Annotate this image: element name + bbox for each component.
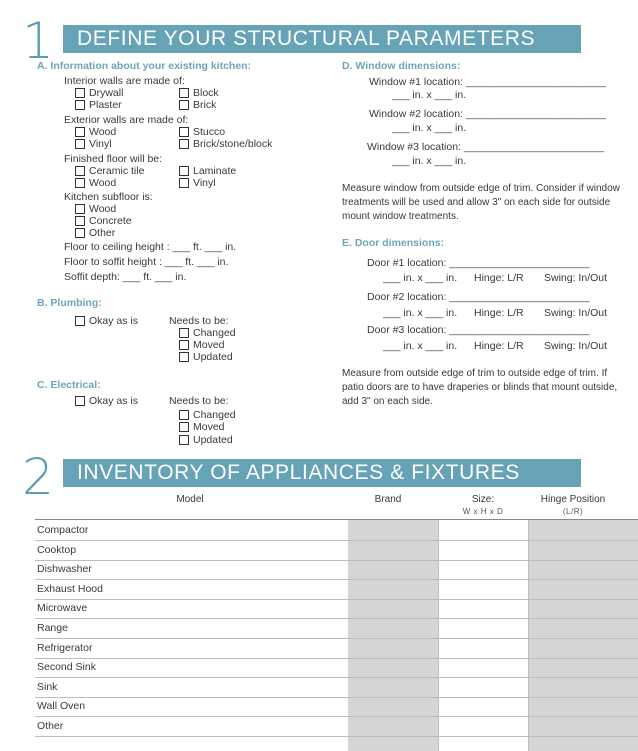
window-2-location-field[interactable]: Window #2 location: ________________________ — [369, 108, 607, 120]
table-row[interactable] — [35, 716, 638, 737]
section-e-heading: E. Door dimensions: — [342, 237, 445, 249]
row-label-second-sink: Second Sink — [37, 661, 96, 673]
laminate-label: Laminate — [193, 165, 237, 177]
table-row[interactable] — [35, 657, 638, 678]
row-label-exhaust-hood: Exhaust Hood — [37, 583, 103, 595]
electrical-ok-label: Okay as is — [89, 395, 139, 407]
electrical-moved-label: Moved — [193, 421, 225, 433]
plumbing-needs-label: Needs to be: — [169, 315, 229, 327]
door-1-hinge-field[interactable]: Hinge: L/R — [474, 272, 524, 284]
block-label: Block — [193, 87, 219, 99]
floor-wood-label: Wood — [89, 177, 117, 189]
door-2-swing-field[interactable]: Swing: In/Out — [544, 307, 608, 319]
door-1-location-field[interactable]: Door #1 location: ________________________ — [367, 257, 590, 269]
sub-wood-label: Wood — [89, 203, 117, 215]
col-hinge-subheader: (L/R) — [562, 507, 584, 516]
brick-stone-label: Brick/stone/block — [193, 138, 273, 150]
table-row[interactable] — [35, 579, 638, 600]
floor-vinyl-label: Vinyl — [193, 177, 216, 189]
door-1-swing-field[interactable]: Swing: In/Out — [544, 272, 608, 284]
table-row[interactable] — [35, 598, 638, 619]
col-size-subheader: W x H x D — [462, 507, 504, 516]
window-3-location-field[interactable]: Window #3 location: ________________________ — [367, 141, 605, 153]
table-row[interactable] — [35, 618, 638, 639]
plumbing-ok-label: Okay as is — [89, 315, 139, 327]
col-size-header: Size: — [471, 494, 495, 505]
door-3-swing-field[interactable]: Swing: In/Out — [544, 340, 608, 352]
window-2-size-field[interactable]: ___ in. x ___ in. — [392, 122, 467, 134]
row-label-cooktop: Cooktop — [37, 544, 77, 556]
door-1-size-field[interactable]: ___ in. x ___ in. — [383, 272, 458, 284]
brick-label: Brick — [193, 99, 217, 111]
section-2-title: INVENTORY OF APPLIANCES & FIXTURES — [63, 459, 581, 487]
window-note: Measure window from outside edge of trim. Consider if window treatments will be used and allow 3" on each side for outside mount window treatments. — [342, 183, 620, 222]
soffit-height-field[interactable]: Floor to soffit height : ___ ft. ___ in. — [64, 256, 229, 268]
row-label-refrigerator: Refrigerator — [37, 642, 93, 654]
plaster-label: Plaster — [89, 99, 122, 111]
col-hinge-header: Hinge Position — [540, 494, 606, 505]
interior-walls-label: Interior walls are made of: — [64, 75, 185, 87]
table-row[interactable] — [35, 559, 638, 580]
section-2-number: 2 — [22, 448, 54, 506]
concrete-label: Concrete — [89, 215, 132, 227]
row-label-other: Other — [37, 720, 64, 732]
door-note: Measure from outside edge of trim to outside edge of trim. If patio doors are to have draperies or blinds that mount outside, add 3" on each side. — [342, 368, 618, 407]
plumbing-updated-label: Updated — [193, 351, 233, 363]
row-label-wall-oven: Wall Oven — [37, 700, 86, 712]
table-row[interactable] — [35, 540, 638, 561]
section-b-heading: B. Plumbing: — [37, 297, 102, 309]
window-3-size-field[interactable]: ___ in. x ___ in. — [392, 155, 467, 167]
section-a-heading: A. Information about your existing kitchen: — [37, 60, 252, 72]
plumbing-changed-label: Changed — [193, 327, 236, 339]
row-label-sink: Sink — [37, 681, 58, 693]
row-label-microwave: Microwave — [37, 602, 88, 614]
section-d-heading: D. Window dimensions: — [342, 60, 461, 72]
stucco-label: Stucco — [193, 126, 226, 138]
row-label-range: Range — [37, 622, 68, 634]
ceramic-label: Ceramic tile — [89, 165, 145, 177]
table-row[interactable] — [35, 677, 638, 698]
electrical-changed-label: Changed — [193, 409, 236, 421]
ext-wood-label: Wood — [89, 126, 117, 138]
row-label-compactor: Compactor — [37, 524, 89, 536]
section-1-title: DEFINE YOUR STRUCTURAL PARAMETERS — [63, 25, 581, 53]
subfloor-label: Kitchen subfloor is: — [64, 191, 153, 203]
window-1-size-field[interactable]: ___ in. x ___ in. — [392, 89, 467, 101]
door-3-location-field[interactable]: Door #3 location: ________________________ — [367, 324, 590, 336]
plumbing-moved-label: Moved — [193, 339, 225, 351]
door-2-hinge-field[interactable]: Hinge: L/R — [474, 307, 524, 319]
ceiling-height-field[interactable]: Floor to ceiling height : ___ ft. ___ in. — [64, 241, 237, 253]
window-1-location-field[interactable]: Window #1 location: ________________________ — [369, 76, 607, 88]
door-3-size-field[interactable]: ___ in. x ___ in. — [383, 340, 458, 352]
finished-floor-label: Finished floor will be: — [64, 153, 163, 165]
table-row[interactable] — [35, 696, 638, 717]
col-model-header: Model — [176, 494, 204, 505]
section-1-number: 1 — [22, 12, 54, 70]
sub-other-label: Other — [89, 227, 116, 239]
electrical-updated-label: Updated — [193, 434, 233, 446]
col-brand-header: Brand — [374, 494, 402, 505]
door-2-location-field[interactable]: Door #2 location: ________________________ — [367, 291, 590, 303]
electrical-needs-label: Needs to be: — [169, 395, 229, 407]
exterior-walls-label: Exterior walls are made of: — [64, 114, 189, 126]
row-label-dishwasher: Dishwasher — [37, 563, 92, 575]
table-row[interactable] — [35, 638, 638, 659]
table-row[interactable] — [35, 520, 638, 541]
soffit-depth-field[interactable]: Soffit depth: ___ ft. ___ in. — [64, 271, 187, 283]
section-c-heading: C. Electrical: — [37, 379, 101, 391]
door-2-size-field[interactable]: ___ in. x ___ in. — [383, 307, 458, 319]
drywall-label: Drywall — [89, 87, 124, 99]
ext-vinyl-label: Vinyl — [89, 138, 112, 150]
door-3-hinge-field[interactable]: Hinge: L/R — [474, 340, 524, 352]
